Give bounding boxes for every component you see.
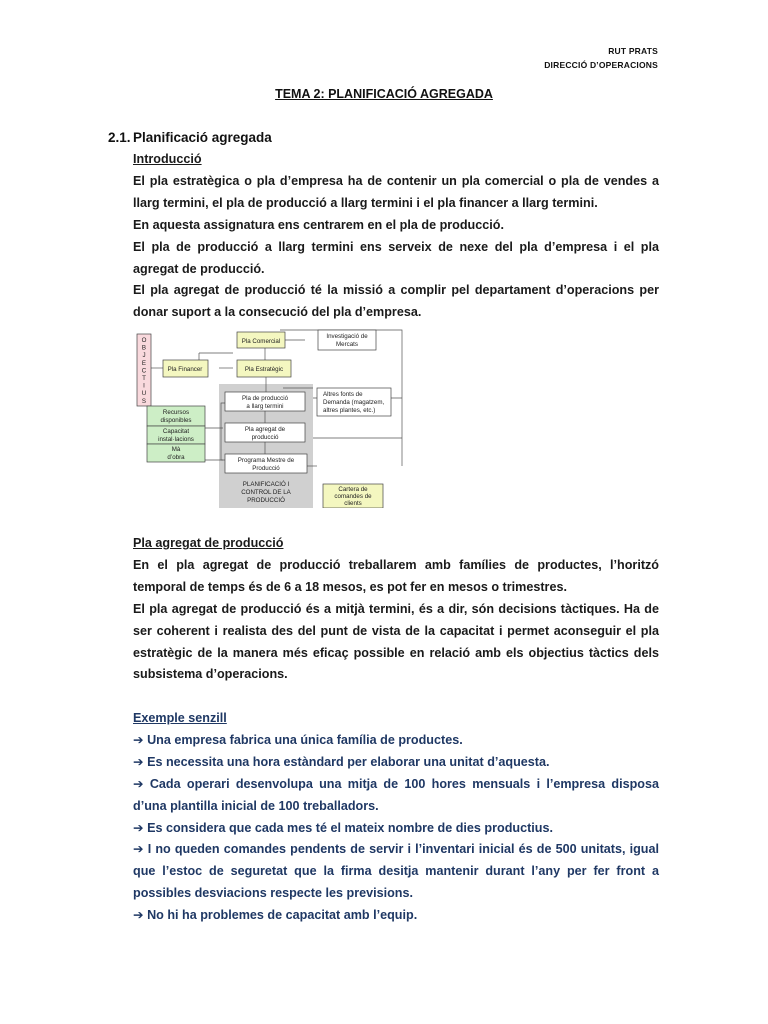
pla-estrategic-label: Pla Estratègic xyxy=(244,366,284,373)
planificacio-label: PLANIFICACIÓ I xyxy=(242,481,290,488)
cartera-label: clients xyxy=(344,500,362,507)
exemple-item: ➔ Es considera que cada mes té el mateix nombre de dies productius. xyxy=(133,820,553,835)
objectius-letter: C xyxy=(141,367,147,375)
section-title: Planificació agregada xyxy=(133,130,272,145)
document-title: TEMA 2: PLANIFICACIÓ AGREGADA xyxy=(275,87,493,101)
intro-paragraph: El pla de producció a llarg termini ens serveix de nexe del pla d’empresa i el pla agregat de producció. xyxy=(133,239,659,276)
pla-comercial-label: Pla Comercial xyxy=(241,338,281,345)
pla-agregat-heading: Pla agregat de producció xyxy=(133,536,284,550)
capacitat-label: Capacitat xyxy=(162,428,190,435)
planning-diagram xyxy=(133,328,412,508)
exemple-item: ➔ Cada operari desenvolupa una mitja de 100 hores mensuals i l’empresa disposa d’una plantilla inicial de 100 treballadors. xyxy=(133,776,659,813)
programa-mestre-label: Programa Mestre de xyxy=(237,457,295,464)
intro-heading: Introducció xyxy=(133,152,202,166)
altres-fonts-label: altres plantes, etc.) xyxy=(323,407,376,414)
arrow-icon: ➔ xyxy=(133,732,144,747)
intro-paragraph: El pla estratègica o pla d’empresa ha de contenir un pla comercial o pla de vendes a llarg termini, el pla de producció a llarg termini i el pla financer a llarg termini. xyxy=(133,173,659,210)
exemple-item: ➔ No hi ha problemes de capacitat amb l’equip. xyxy=(133,908,418,923)
objectius-letter: E xyxy=(141,359,147,367)
exemple-heading: Exemple senzill xyxy=(133,711,227,725)
objectius-letter: I xyxy=(143,382,145,390)
planificacio-label: PRODUCCIÓ xyxy=(247,497,285,504)
programa-mestre-label: Producció xyxy=(252,465,280,472)
objectius-letter: U xyxy=(141,390,147,398)
objectius-letter: T xyxy=(142,375,146,382)
cartera-label: Cartera de xyxy=(338,486,368,493)
section-heading xyxy=(108,130,272,145)
pla-agregat-label: Pla agregat de xyxy=(244,426,286,433)
section-number: 2.1. xyxy=(108,130,131,145)
objectius-letter: S xyxy=(141,397,147,405)
intro-paragraph: El pla agregat de producció té la missió a complir pel departament d’operacions per donar suport a la consecució del pla d’empresa. xyxy=(133,283,659,320)
ma-obra-label: d’obra xyxy=(167,454,185,461)
planificacio-label: CONTROL DE LA xyxy=(241,489,291,496)
pla-agregat-block xyxy=(133,533,659,686)
capacitat-label: instal·lacions xyxy=(158,436,194,443)
header-subject: DIRECCIÓ D’OPERACIONS xyxy=(544,60,658,70)
altres-fonts-label: Altres fonts de xyxy=(323,391,363,398)
investigacio-label: Investigació de xyxy=(326,333,368,340)
pla-agregat-paragraph: El pla agregat de producció és a mitjà termini, és a dir, són decisions tàctiques. Ha de ser coherent i realista des del punt de vista de la capacitat i permet aconseguir el pla estratègic de la manera més eficaç possible en relació amb els objectius tàctics dels subsistema d’operacions. xyxy=(133,601,659,682)
page-header xyxy=(544,44,658,72)
pla-agregat-paragraph: En el pla agregat de producció treballarem amb famílies de productes, l’horitzó temporal de temps és de 6 a 18 mesos, es pot fer en mesos o trimestres. xyxy=(133,557,659,594)
header-author: RUT PRATS xyxy=(608,46,658,56)
objectius-letter: B xyxy=(141,344,147,352)
intro-paragraph: En aquesta assignatura ens centrarem en el pla de producció. xyxy=(133,217,504,232)
exemple-item: ➔ I no queden comandes pendents de servir i l’inventari inicial és de 500 unitats, igual que l’estoc de seguretat que la firma desitja mantenir durant l’any per fer front a possibles desviacions respecte les previsions. xyxy=(133,842,660,901)
intro-block xyxy=(133,149,659,324)
exemple-item: ➔ Una empresa fabrica una única família de productes. xyxy=(133,732,463,747)
objectius-letter: J xyxy=(142,352,146,360)
pla-produccio-label: Pla de producció xyxy=(241,395,289,402)
arrow-icon: ➔ xyxy=(133,908,144,923)
exemple-block xyxy=(133,708,659,927)
pla-financer-label: Pla Financer xyxy=(167,366,203,373)
cartera-label: comandes de xyxy=(334,493,372,500)
recursos-label: Recursos xyxy=(162,409,190,416)
pla-agregat-label: producció xyxy=(251,434,279,441)
arrow-icon: ➔ xyxy=(133,754,144,769)
arrow-icon: ➔ xyxy=(133,776,144,791)
recursos-label: disponibles xyxy=(160,417,192,424)
arrow-icon: ➔ xyxy=(133,820,144,835)
investigacio-label: Mercats xyxy=(335,341,359,348)
altres-fonts-label: Demanda (magatzem, xyxy=(323,399,385,406)
ma-obra-label: Mà xyxy=(171,446,181,453)
exemple-item: ➔ Es necessita una hora estàndard per elaborar una unitat d’aquesta. xyxy=(133,754,550,769)
pla-produccio-label: a llarg termini xyxy=(246,403,284,410)
arrow-icon: ➔ xyxy=(133,842,144,857)
objectius-letter: O xyxy=(141,337,147,344)
